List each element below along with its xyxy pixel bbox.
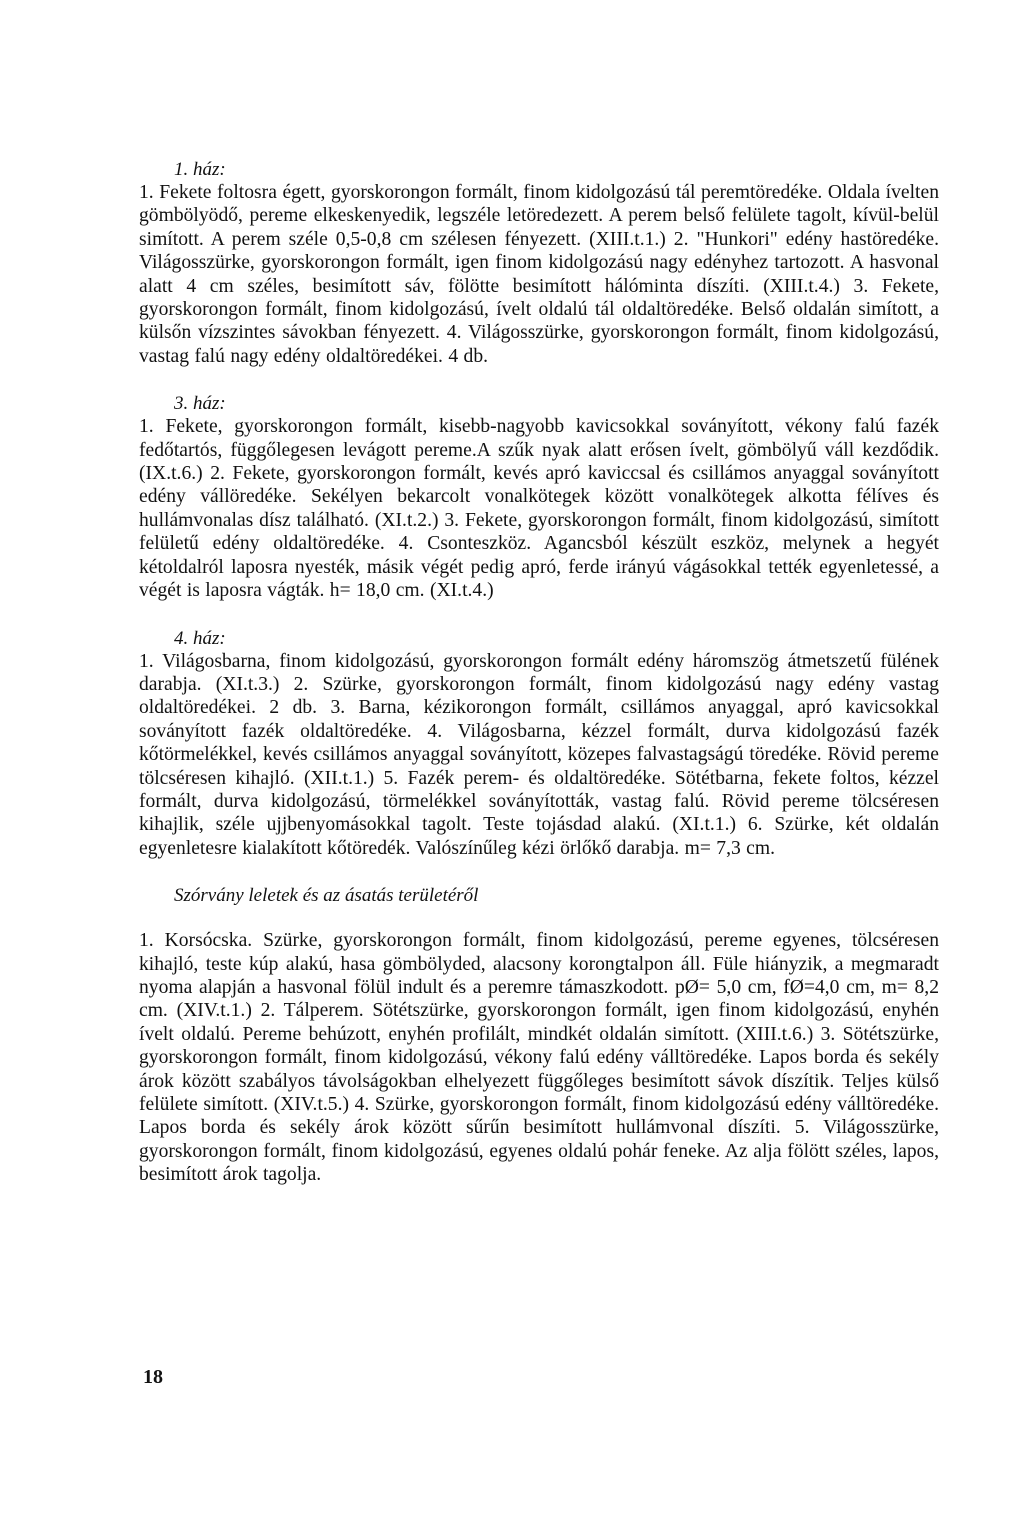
section-body: 1. Fekete foltosra égett, gyorskorongon formált, finom kidolgozású tál peremtöredéke. Oldala ívelten gömbölyödő, pereme elkeskenyedik, legszéle letöredezett. A perem belső felülete tagolt, kívül-belül simított. A perem széle 0,5-0,8 cm szélesen fényezett. (XIII.t.1.) 2. "Hunkori" edény hastöredéke. Világosszürke, gyorskorongon formált, igen finom kidolgozású nagy edényhez tartozott. A hasvonal alatt 4 cm széles, besimított sáv, fölötte besimított hálóminta díszíti. (XIII.t.4.) 3. Fekete, gyorskorongon formált, finom kidolgozású, ívelt oldalú tál oldaltöredéke. Belső oldalán simított, a külsőn vízszintes sávokban fényezett. 4. Világosszürke, gyorskorongon formált, finom kidolgozású, vastag falú nagy edény oldaltöredékei. 4 db. [139, 182, 939, 367]
page-content [139, 158, 939, 1187]
section-heading: Szórvány leletek és az ásatás területéről [174, 885, 479, 907]
page-number: 18 [143, 1366, 163, 1388]
section-house-3 [139, 392, 939, 602]
section-scattered-finds [139, 884, 939, 1186]
section-heading: 4. ház: [174, 627, 226, 649]
section-heading: 1. ház: [174, 159, 226, 180]
section-body: 1. Fekete, gyorskorongon formált, kisebb-nagyobb kavicsokkal soványított, vékony falú fazék fedőtartós, függőlegesen levágott pereme.A szűk nyak alatt erősen ívelt, gömbölyű váll kezdődik. (IX.t.6.) 2. Fekete, gyorskorongon formált, kevés apró kaviccsal és csillámos anyaggal soványított edény vállöredéke. Sekélyen bekarcolt vonalkötegek között vonalkötegek alkotta félíves és hullámvonalas dísz található. (XI.t.2.) 3. Fekete, gyorskorongon formált, finom kidolgozású, simított felületű edény oldaltöredéke. 4. Csonteszköz. Agancsból készült eszköz, melynek a hegyét kétoldalról laposra nyesték, másik végét pedig apró, ferde irányú vágásokkal tették egyenletessé, a végét is laposra vágták. h= 18,0 cm. (XI.t.4.) [139, 416, 939, 602]
section-heading: 3. ház: [174, 393, 226, 415]
section-house-4 [139, 627, 939, 861]
section-house-1 [139, 158, 939, 368]
section-body: 1. Világosbarna, finom kidolgozású, gyorskorongon formált edény háromszög átmetszetű fülének darabja. (XI.t.3.) 2. Szürke, gyorskorongon formált, finom kidolgozású nagy edény vastag oldaltöredékei. 2 db. 3. Barna, kézikorongon formált, csillámos anyaggal, apró kavicsokkal soványított fazék oldaltöredéke. 4. Világosbarna, kézzel formált, durva kidolgozású fazék kőtörmelékkel, kevés csillámos anyaggal soványított, közepes falvastagságú töredéke. Rövid pereme tölcséresen kihajló. (XII.t.1.) 5. Fazék perem- és oldaltöredéke. Sötétbarna, fekete foltos, kézzel formált, durva kidolgozású, törmelékkel soványították, vastag falú. Rövid pereme tölcséresen kihajlik, széle ujjbenyomásokkal tagolt. Teste tojásdad alakú. (XI.t.1.) 6. Szürke, két oldalán egyenletesre kialakított kőtöredék. Valószínűleg kézi örlőkő darabja. m= 7,3 cm. [139, 650, 939, 859]
section-body: 1. Korsócska. Szürke, gyorskorongon formált, finom kidolgozású, pereme egyenes, tölcséresen kihajló, teste kúp alakú, hasa gömbölyded, alacsony korongtalpon áll. Füle hiányzik, a megmaradt nyoma alapján a hasvonal fölül indult és a peremre támaszkodott. pØ= 5,0 cm, fØ=4,0 cm, m= 8,2 cm. (XIV.t.1.) 2. Tálperem. Sötétszürke, gyorskorongon formált, igen finom kidolgozású, enyhén ívelt oldalú. Pereme behúzott, enyhén profilált, mindkét oldalán simított. (XIII.t.6.) 3. Sötétszürke, gyorskorongon formált, finom kidolgozású, vékony falú edény válltöredéke. Lapos borda és sekély árok között szabályos távolságokban elhelyezett függőleges besimított sávok díszítik. Teljes külső felülete simított. (XIV.t.5.) 4. Szürke, gyorskorongon formált, finom kidolgozású edény válltöredéke. Lapos borda és sekély árok között sűrűn besimított hullámvonal díszíti. 5. Világosszürke, gyorskorongon formált, finom kidolgozású, egyenes oldalú pohár feneke. Az alja fölött széles, lapos, besimított árok tagolja. [139, 930, 939, 1186]
